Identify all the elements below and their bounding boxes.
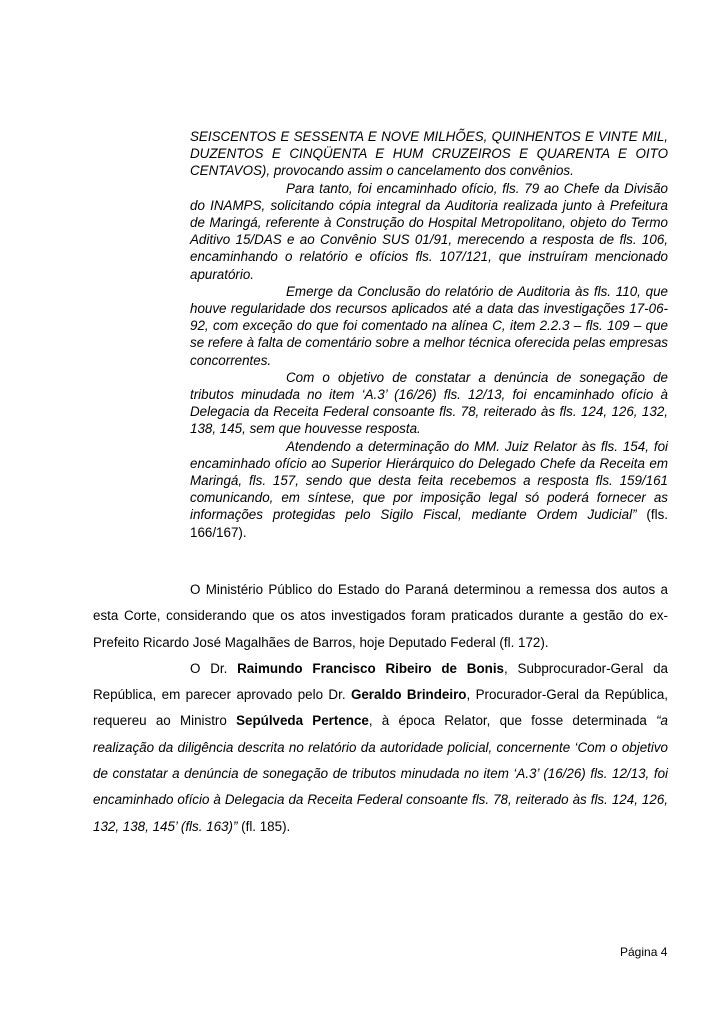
text-run: (fl. 185). [237, 818, 291, 834]
body-paragraph [93, 656, 668, 840]
quote-paragraph: SEISCENTOS E SESSENTA E NOVE MILHÕES, QUINHENTOS E VINTE MIL, DUZENTOS E CINQÜENTA E HUM CRUZEIROS E QUARENTA E OITO CENTAVOS), provocando assim o cancelamento dos convênios. [190, 129, 668, 179]
body-paragraph: O Ministério Público do Estado do Paraná determinou a remessa dos autos a esta Corte, considerando que os atos investigados foram praticados durante a gestão do ex-Prefeito Ricardo José Magalhães de Barros, hoje Deputado Federal (fl. 172). [93, 582, 668, 650]
quote-paragraph: Emerge da Conclusão do relatório de Auditoria às fls. 110, que houve regularidade dos recursos aplicados até a data das investigações 17-06-92, com exceção do que foi comentado na alínea C, item 2.2.3 – fls. 109 – que se refere à falta de comentário sobre a melhor técnica oferecida pelas empresas concorrentes. [190, 283, 668, 368]
page-number: Página 4 [620, 945, 668, 959]
text-run: , à época Relator, que fosse determinada [368, 713, 657, 729]
quote-paragraph: Para tanto, foi encaminhado ofício, fls. 79 ao Chefe da Divisão do INAMPS, solicitando cópia integral da Auditoria realizada junto à Prefeitura de Maringá, referente à Construção do Hospital Metropolitano, objeto do Termo Aditivo 15/DAS e ao Convênio SUS 01/91, merecendo a resposta de fls. 106, encaminhando o relatório e ofícios fls. 107/121, que instruíram mencionado apuratório. [190, 180, 668, 282]
person-name: Raimundo Francisco Ribeiro de Bonis [237, 660, 504, 676]
text-run: O Dr. [190, 660, 238, 676]
quote-paragraph [190, 438, 668, 541]
quote-citation: (fls. 166/167). [190, 507, 668, 540]
body-text [93, 577, 668, 840]
quote-paragraph: Com o objetivo de constatar a denúncia de sonegação de tributos minudada no item ‘A.3’ (16/26) fls. 12/13, foi encaminhado ofício à Delegacia da Receita Federal consoante fls. 78, reiterado às fls. 124, 126, 132, 138, 145, sem que houvesse resposta. [190, 369, 668, 437]
block-quotation [190, 128, 668, 541]
person-name: Geraldo Brindeiro [350, 687, 467, 703]
quote-text: Atendendo a determinação do MM. Juiz Relator às fls. 154, foi encaminhado ofício ao Superior Hierárquico do Delegado Chefe da Receita em Maringá, fls. 157, sendo que desta feita recebemos a resposta fls. 159/161 comunicando, em síntese, que por imposição legal só poderá fornecer as informações protegidas pelo Sigilo Fiscal, mediante Ordem Judicial” [190, 438, 668, 523]
person-name: Sepúlveda Pertence [236, 713, 369, 729]
text-run: , Subprocurador-Geral da República, em parecer aprovado pelo Dr. [93, 660, 668, 703]
inline-quotation: “a realização da diligência descrita no relatório da autoridade policial, concernente ‘Com o objetivo de constatar a denúncia de sonegação de tributos minudada no item ‘A.3’ (16/26) fls. 12/13, foi encaminhado ofício à Delegacia da Receita Federal consoante fls. 78, reiterado às fls. 124, 126, 132, 138, 145’ (fls. 163)” [93, 713, 668, 834]
text-run: , Procurador-Geral da República, requereu ao Ministro [93, 687, 668, 729]
